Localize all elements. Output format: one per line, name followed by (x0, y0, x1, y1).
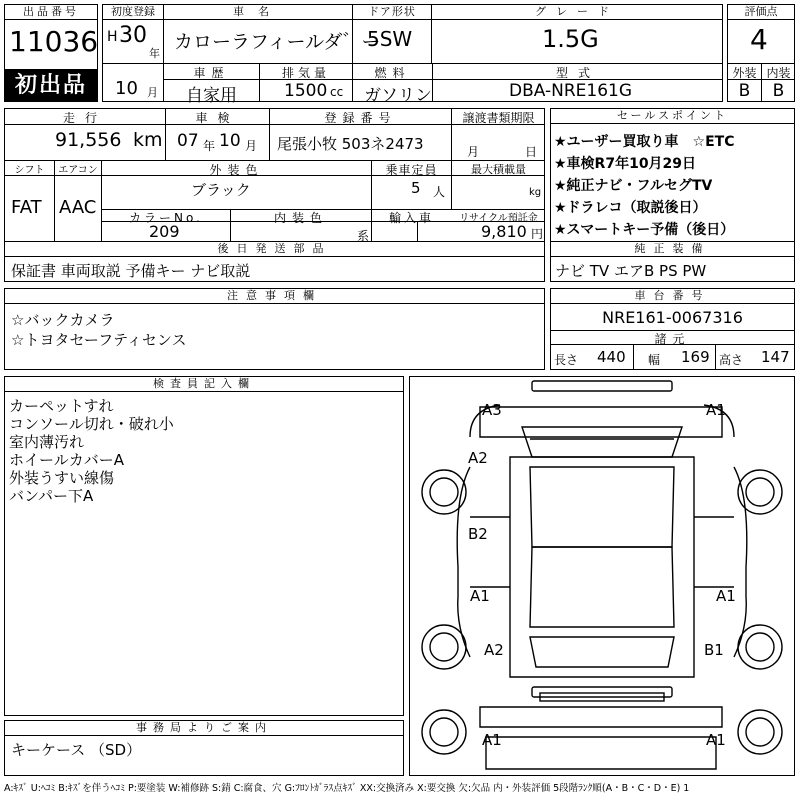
month-value: 10 (115, 78, 138, 99)
insp-year: 07 (177, 131, 199, 151)
color-value: ブラック (191, 181, 251, 199)
first-registration-box (102, 4, 164, 64)
capacity-unit: 人 (433, 185, 446, 199)
office-title: 事務局よりご案内 (5, 721, 403, 736)
length-value: 440 (597, 348, 626, 366)
chassis-box (550, 288, 795, 370)
insp-month: 10 (219, 131, 241, 151)
mileage-label: 走行 (62, 111, 107, 125)
later-parts-box (4, 241, 545, 282)
door-box (352, 4, 432, 64)
capacity-label: 乗車定員 (385, 163, 438, 177)
history-value: 自家用 (186, 86, 237, 106)
score-label: 評価点 (728, 5, 794, 20)
recycle-label: リサイクル預託金 (459, 213, 538, 224)
load-label: 最大積載量 (471, 163, 526, 176)
damage-mark-2: A1 (706, 401, 726, 419)
inspector-item-2: コンソール切れ・破れ小 (9, 415, 174, 433)
displacement-value: 1500 (284, 81, 328, 101)
chassis-number: NRE161-0067316 (602, 308, 743, 327)
height-label: 高さ (719, 353, 744, 367)
sales-point-3: ★純正ナビ・フルセグTV (554, 178, 713, 194)
grade-value: 1.5G (542, 25, 599, 53)
note-1: ☆バックカメラ (11, 311, 115, 329)
damage-mark-3: A2 (468, 449, 488, 467)
note-2: ☆トヨタセーフティセンス (11, 331, 187, 349)
genuine-box (550, 241, 795, 282)
year-unit: 年 (149, 47, 160, 60)
later-parts-title: 後日発送部品 (5, 242, 544, 257)
recycle-value: 9,810 (481, 222, 527, 241)
history-row (163, 63, 723, 106)
length-label: 長さ (554, 353, 579, 367)
inspector-title: 検査員記入欄 (5, 377, 403, 392)
lot-number: 11036 (9, 25, 99, 58)
notes-title: 注意事項欄 (5, 289, 544, 304)
insp-year-unit: 年 (203, 139, 216, 153)
later-parts-text: 保証書 車両取説 予備キー ナビ取説 (11, 262, 251, 280)
grade-label: グレード (432, 5, 722, 20)
sales-point-4: ★ドラレコ（取説後日） (554, 200, 707, 216)
plate-label: 登録番号 (324, 111, 397, 125)
first-reg-label: 初度登録 (103, 5, 163, 20)
sales-points-box (550, 108, 795, 242)
ac-value: AAC (59, 197, 97, 218)
exterior-grade: B (738, 81, 751, 101)
first-listing-badge: 初出品 (5, 69, 97, 102)
shift-value: FAT (11, 197, 42, 218)
color-no-label: カラーNo. (129, 211, 203, 225)
grade-box (431, 4, 723, 64)
month-unit: 月 (147, 86, 158, 99)
width-value: 169 (681, 348, 710, 366)
damage-mark-6: A1 (716, 587, 736, 605)
mileage-unit: km (133, 129, 163, 151)
lot-box (4, 4, 98, 102)
score-box (727, 4, 795, 64)
office-text: キーケース （SD） (11, 741, 142, 759)
displacement-label: 排気量 (281, 66, 330, 80)
inspector-box (4, 376, 404, 716)
height-value: 147 (761, 348, 790, 366)
lot-label: 出品番号 (5, 5, 97, 20)
shift-label: シフト (14, 165, 45, 176)
vehicle-details-box (4, 108, 545, 242)
import-label: 輸入車 (388, 211, 434, 225)
year-value: 30 (119, 23, 147, 48)
inspector-item-1: カーペットすれ (9, 397, 114, 415)
genuine-title: 純正装備 (551, 242, 794, 257)
damage-mark-10: A1 (706, 731, 726, 749)
sales-point-1: ★ユーザー買取り車 ☆ETC (554, 134, 735, 150)
sales-points-title: セールスポイント (551, 109, 794, 124)
month-box (102, 63, 164, 102)
car-name: カローラフィールダ゛ー (174, 31, 381, 53)
transfer-day: 日 (525, 145, 538, 159)
interior-label: 内装 (766, 66, 791, 80)
mileage-value: 91,556 (55, 129, 122, 151)
car-diagram (409, 376, 795, 776)
car-name-box (163, 4, 381, 64)
ac-label: エアコン (58, 165, 98, 176)
insp-month-unit: 月 (245, 139, 258, 153)
recycle-unit: 円 (531, 227, 544, 241)
history-label: 車歴 (193, 66, 230, 80)
dims-title: 諸元 (551, 330, 794, 345)
exterior-label: 外装 (732, 66, 757, 80)
int-color-suffix: 系 (357, 229, 370, 243)
transfer-month: 月 (467, 145, 480, 159)
model-value: DBA-NRE161G (509, 81, 633, 101)
interior-grade: B (772, 81, 785, 101)
model-label: 型式 (555, 66, 600, 80)
width-label: 幅 (648, 353, 661, 367)
damage-mark-1: A3 (482, 401, 502, 419)
damage-mark-4: B2 (468, 525, 488, 543)
damage-mark-9: A1 (482, 731, 502, 749)
displacement-unit: cc (330, 85, 344, 99)
sales-point-2: ★車検R7年10月29日 (554, 156, 697, 172)
inspection-label: 車検 (195, 111, 240, 125)
door-label: ドア形状 (353, 5, 431, 20)
inspector-item-6: バンパー下A (9, 487, 94, 505)
inspector-item-4: ホイールカバーA (9, 451, 124, 469)
fuel-value: ガソリン (364, 86, 432, 106)
damage-mark-7: A2 (484, 641, 504, 659)
transfer-label: 譲渡書類期限 (462, 111, 535, 125)
damage-mark-8: B1 (704, 641, 724, 659)
plate-value: 尾張小牧 503ネ2473 (277, 135, 424, 153)
color-label: 外装色 (209, 163, 264, 177)
legend-text: A:ｷｽﾞ U:ﾍｺﾐ B:ｷｽﾞを伴うﾍｺﾐ P:要塗装 W:補修跡 S:錆 C:腐食、穴 G:ﾌﾛﾝﾄｶﾞﾗｽ点ｷｽﾞ XX:交換済み X:要交換 欠:欠品 内・外装評価 5段階ﾗﾝｸ順(A・B・C・D・E) 1 (4, 783, 690, 794)
car-name-label: 車名 (164, 5, 352, 20)
car-outline-diagram (410, 377, 794, 775)
fuel-label: 燃料 (374, 66, 411, 80)
notes-box (4, 288, 545, 370)
chassis-title: 車台番号 (551, 289, 794, 304)
int-color-label: 内装色 (273, 211, 328, 225)
capacity-value: 5 (411, 179, 421, 197)
door-value: 5SW (367, 27, 413, 51)
era: H (107, 29, 118, 45)
score-value: 4 (750, 23, 768, 56)
genuine-text: ナビ TV エアB PS PW (555, 262, 707, 280)
color-no-value: 209 (149, 222, 180, 241)
load-unit: kg (529, 187, 542, 198)
office-box (4, 720, 404, 776)
inspector-item-3: 室内薄汚れ (9, 433, 85, 451)
ext-int-box (727, 63, 795, 102)
sales-point-5: ★スマートキー予備（後日） (554, 222, 735, 238)
damage-mark-5: A1 (470, 587, 490, 605)
inspector-item-5: 外装うすい線傷 (9, 469, 115, 487)
